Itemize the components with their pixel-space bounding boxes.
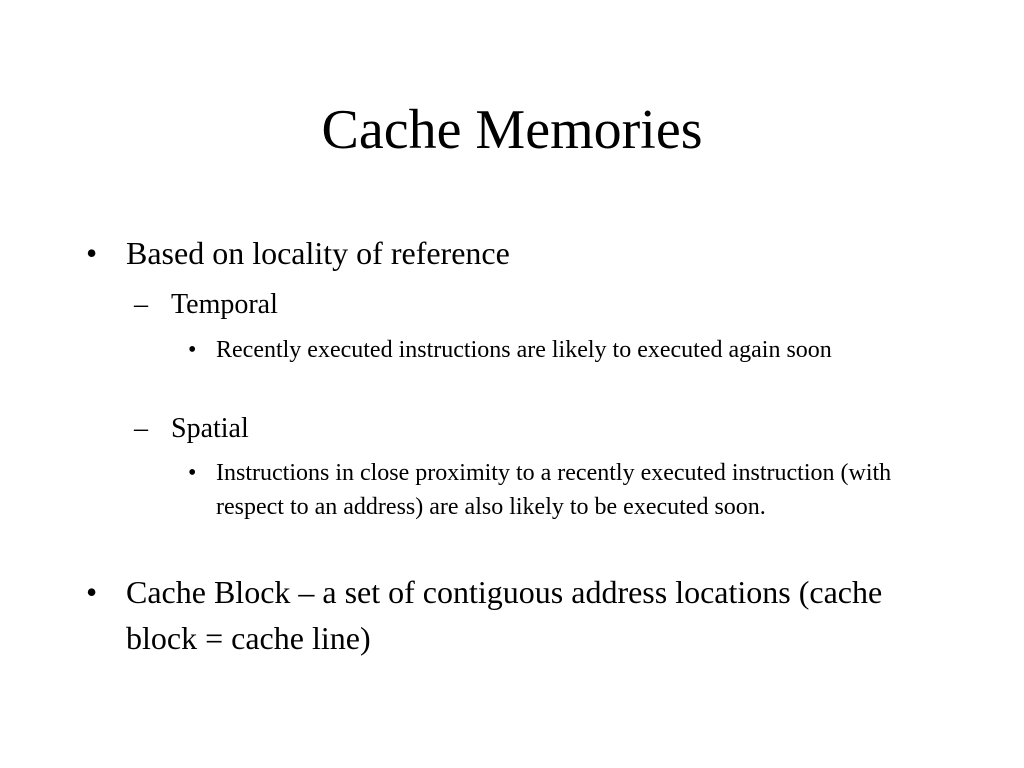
detail-marker: • [188, 337, 197, 363]
sub-bullet-temporal [134, 287, 931, 323]
sub-bullet-text: Temporal [171, 289, 278, 320]
detail-text: Instructions in close proximity to a recently executed instruction (with respect to an address) are also likely to be executed soon. [216, 460, 892, 520]
bullet-marker: • [86, 574, 98, 610]
slide-title: Cache Memories [321, 99, 703, 161]
sub-bullet-spatial [134, 411, 931, 447]
sub-bullet-text: Spatial [171, 413, 249, 444]
detail-temporal [188, 333, 906, 367]
bullet-text: Cache Block – a set of contiguous address locations (cache block = cache line) [126, 574, 883, 656]
bullet-locality [86, 230, 946, 276]
bullet-marker: • [86, 235, 98, 271]
bullet-text: Based on locality of reference [126, 235, 510, 271]
detail-marker: • [188, 460, 197, 486]
detail-text: Recently executed instructions are likely to executed again soon [216, 337, 832, 363]
dash-marker: – [134, 413, 148, 444]
dash-marker: – [134, 289, 148, 320]
detail-spatial [188, 456, 906, 524]
bullet-cache-block [86, 569, 926, 661]
